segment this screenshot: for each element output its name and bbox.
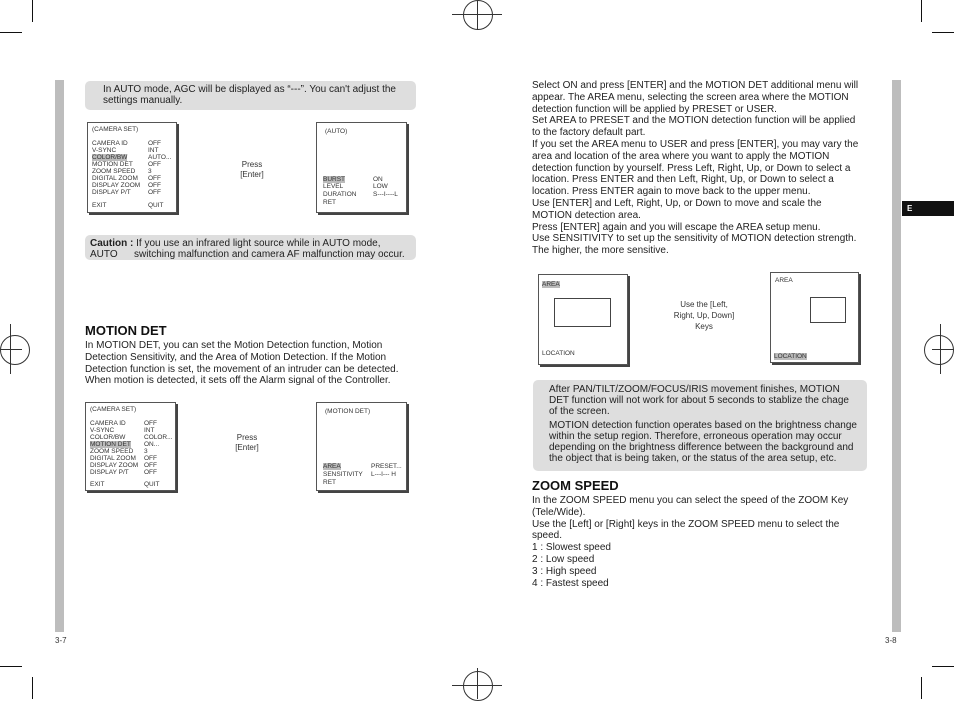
zoom-speed-item: 3 : High speed [532,565,597,577]
caution-text-1: If you use an infrared light source while in AUTO mode, AUTO [90,238,381,260]
menu-item-value: PRESET... [371,463,402,470]
menu-exit: EXIT [92,202,107,209]
menu-item-label: SENSITIVITY [323,471,363,478]
menu-item-value: ON [373,176,383,183]
menu-item-label: DISPLAY ZOOM [90,462,139,469]
crop-mark [32,677,33,699]
right-intro [532,80,862,257]
menu-item-label: DURATION [323,191,357,198]
menu-item-value: OFF [144,469,157,476]
intro-paragraph: Select ON and press [ENTER] and the MOTION DET additional menu will appear. The AREA menu, selecting the screen area where the MOTION detection function will be applied by PRESET or USER. [532,80,859,115]
location-label-selected: LOCATION [774,353,807,360]
zoom-speed-item: 4 : Fastest speed [532,577,609,589]
area-label: AREA [775,277,793,284]
menu-item-value: OFF [144,462,157,469]
menu-item-label-selected: COLOR/BW [92,154,128,161]
menu-item-value: OFF [144,420,157,427]
menu-item-label: DISPLAY ZOOM [92,182,141,189]
menu-item-label: DISPLAY P/T [90,469,129,476]
menu-item-value: L---I--- H [371,471,396,478]
menu-item-label: DIGITAL ZOOM [92,175,138,182]
camera-set-menu-1 [87,122,177,213]
menu-item-value: COLOR... [144,434,173,441]
menu-item-label: V-SYNC [92,147,117,154]
menu-item-label: V-SYNC [90,427,115,434]
zoom-speed-item: 1 : Slowest speed [532,542,611,554]
keys-line: Use the [Left, [680,300,728,309]
left-margin-bar [55,80,64,632]
note-paragraph-1: After PAN/TILT/ZOOM/FOCUS/IRIS movement finishes, MOTION DET function will not work for about 5 seconds to stablize the chage of the screen. [549,384,849,417]
crop-mark [932,666,954,667]
intro-paragraph: Press [ENTER] again and you will escape the AREA setup menu. [532,221,821,233]
area-rectangle [554,298,611,327]
menu-item-label: COLOR/BW [90,434,126,441]
caution-label: Caution : [90,238,134,249]
crop-mark [32,0,33,22]
intro-paragraph: If you set the AREA menu to USER and press [ENTER], you may vary the area and location of the area where you want to apply the MOTION detection function by yourself. Press Left, Right, Up, or Down to select a location. Press ENTER and then Left, Right, Up, or Down to select a location. Press ENTER again to move back to the upper menu. [532,138,859,198]
menu-title: (CAMERA SET) [92,126,139,133]
zoom-speed-heading: ZOOM SPEED [532,478,619,493]
menu-item-value: INT [148,147,159,154]
menu-item-label: LEVEL [323,183,344,190]
menu-item-value: S---I----L [373,191,398,198]
auto-menu [316,122,407,213]
menu-quit: QUIT [144,481,160,488]
crop-mark [0,666,22,667]
crop-mark [932,32,954,33]
language-tab [902,201,954,216]
menu-item-label: ZOOM SPEED [92,168,136,175]
crop-mark [0,32,22,33]
menu-exit: EXIT [90,481,105,488]
zoom-paragraph: In the ZOOM SPEED menu you can select the speed of the ZOOM Key (Tele/Wide). [532,495,849,518]
press-text: Press [236,433,258,442]
menu-ret: RET [323,479,336,486]
note-paragraph-2: MOTION detection function operates based on the brightness change within the setup region. Therefore, erroneous operation may occur depending on the brightness difference between the background and the object that is being taken, or the status of the area setup, etc. [549,420,857,464]
menu-item-label-selected: MOTION DET [90,441,131,448]
page-number-right: 3-8 [885,636,897,645]
menu-item-label: DIGITAL ZOOM [90,455,136,462]
motion-det-menu [316,402,407,491]
intro-paragraph: Use SENSITIVITY to set up the sensitivity of MOTION detection strength. The higher, the more sensitive. [532,233,857,257]
press-text: Press [241,160,263,169]
menu-ret: RET [323,199,336,206]
location-label: LOCATION [542,350,575,357]
menu-item-value: OFF [148,140,161,147]
keys-line: Keys [695,322,713,331]
camera-set-menu-2 [85,402,176,491]
crop-mark [921,0,922,22]
menu-item-value: OFF [148,175,161,182]
menu-item-value: 3 [144,448,148,455]
menu-item-value: OFF [148,182,161,189]
intro-paragraph: Use [ENTER] and Left, Right, Up, or Down to move and scale the MOTION detection area. [532,197,822,221]
crop-mark [921,677,922,699]
area-screen-1 [538,274,628,365]
menu-item-value: OFF [144,455,157,462]
menu-item-value: OFF [148,161,161,168]
menu-item-label-selected: AREA [323,463,341,470]
menu-item-value: 3 [148,168,152,175]
right-margin-bar [892,80,901,632]
intro-paragraph: Set AREA to PRESET and the MOTION detection function will be applied to the factory default part. [532,115,856,139]
motion-det-body: In MOTION DET, you can set the Motion Detection function, Motion Detection Sensitivity, and the Area of Motion Detection. If the Motion Detection function is set, the movement of an intruder can be detected. When motion is detected, it sets off the Alarm signal of the Controller. [85,340,399,387]
menu-item-label: CAMERA ID [92,140,128,147]
zoom-speed-body [532,495,862,589]
caution-note [85,235,416,260]
zoom-paragraph: Use the [Left] or [Right] keys in the ZOOM SPEED menu to select the speed. [532,518,840,542]
menu-title: (AUTO) [325,128,348,135]
menu-quit: QUIT [148,202,164,209]
area-label: AREA [542,281,560,288]
keys-caption [665,300,743,332]
menu-item-label: CAMERA ID [90,420,126,427]
keys-line: Right, Up, Down] [673,311,735,320]
enter-text: [Enter] [235,443,259,452]
menu-item-label: ZOOM SPEED [90,448,134,455]
menu-title: (CAMERA SET) [90,406,137,413]
menu-item-value: ON... [144,441,160,448]
page-number-left: 3-7 [55,636,67,645]
menu-item-value: LOW [373,183,388,190]
menu-item-value: AUTO... [148,154,172,161]
menu-item-label: DISPLAY P/T [92,189,131,196]
area-screen-2 [770,272,859,363]
motion-det-heading: MOTION DET [85,323,167,338]
enter-text: [Enter] [240,170,264,179]
press-enter-caption-2 [217,433,277,453]
menu-item-value: INT [144,427,155,434]
press-enter-caption-1 [222,160,282,180]
agc-note [85,81,416,110]
language-tab-label: E [907,204,913,213]
menu-item-label-selected: BURST [323,176,346,183]
agc-note-text: In AUTO mode, AGC will be displayed as “---”. You can't adjust the settings manually. [103,84,396,106]
menu-item-label: MOTION DET [92,161,133,168]
caution-line-2: switching malfunction and camera AF malfunction may occur. [134,249,405,260]
menu-item-value: OFF [148,189,161,196]
motion-note [533,380,867,471]
zoom-speed-item: 2 : Low speed [532,553,595,565]
area-rectangle [810,297,846,323]
menu-title: (MOTION DET) [325,408,371,415]
